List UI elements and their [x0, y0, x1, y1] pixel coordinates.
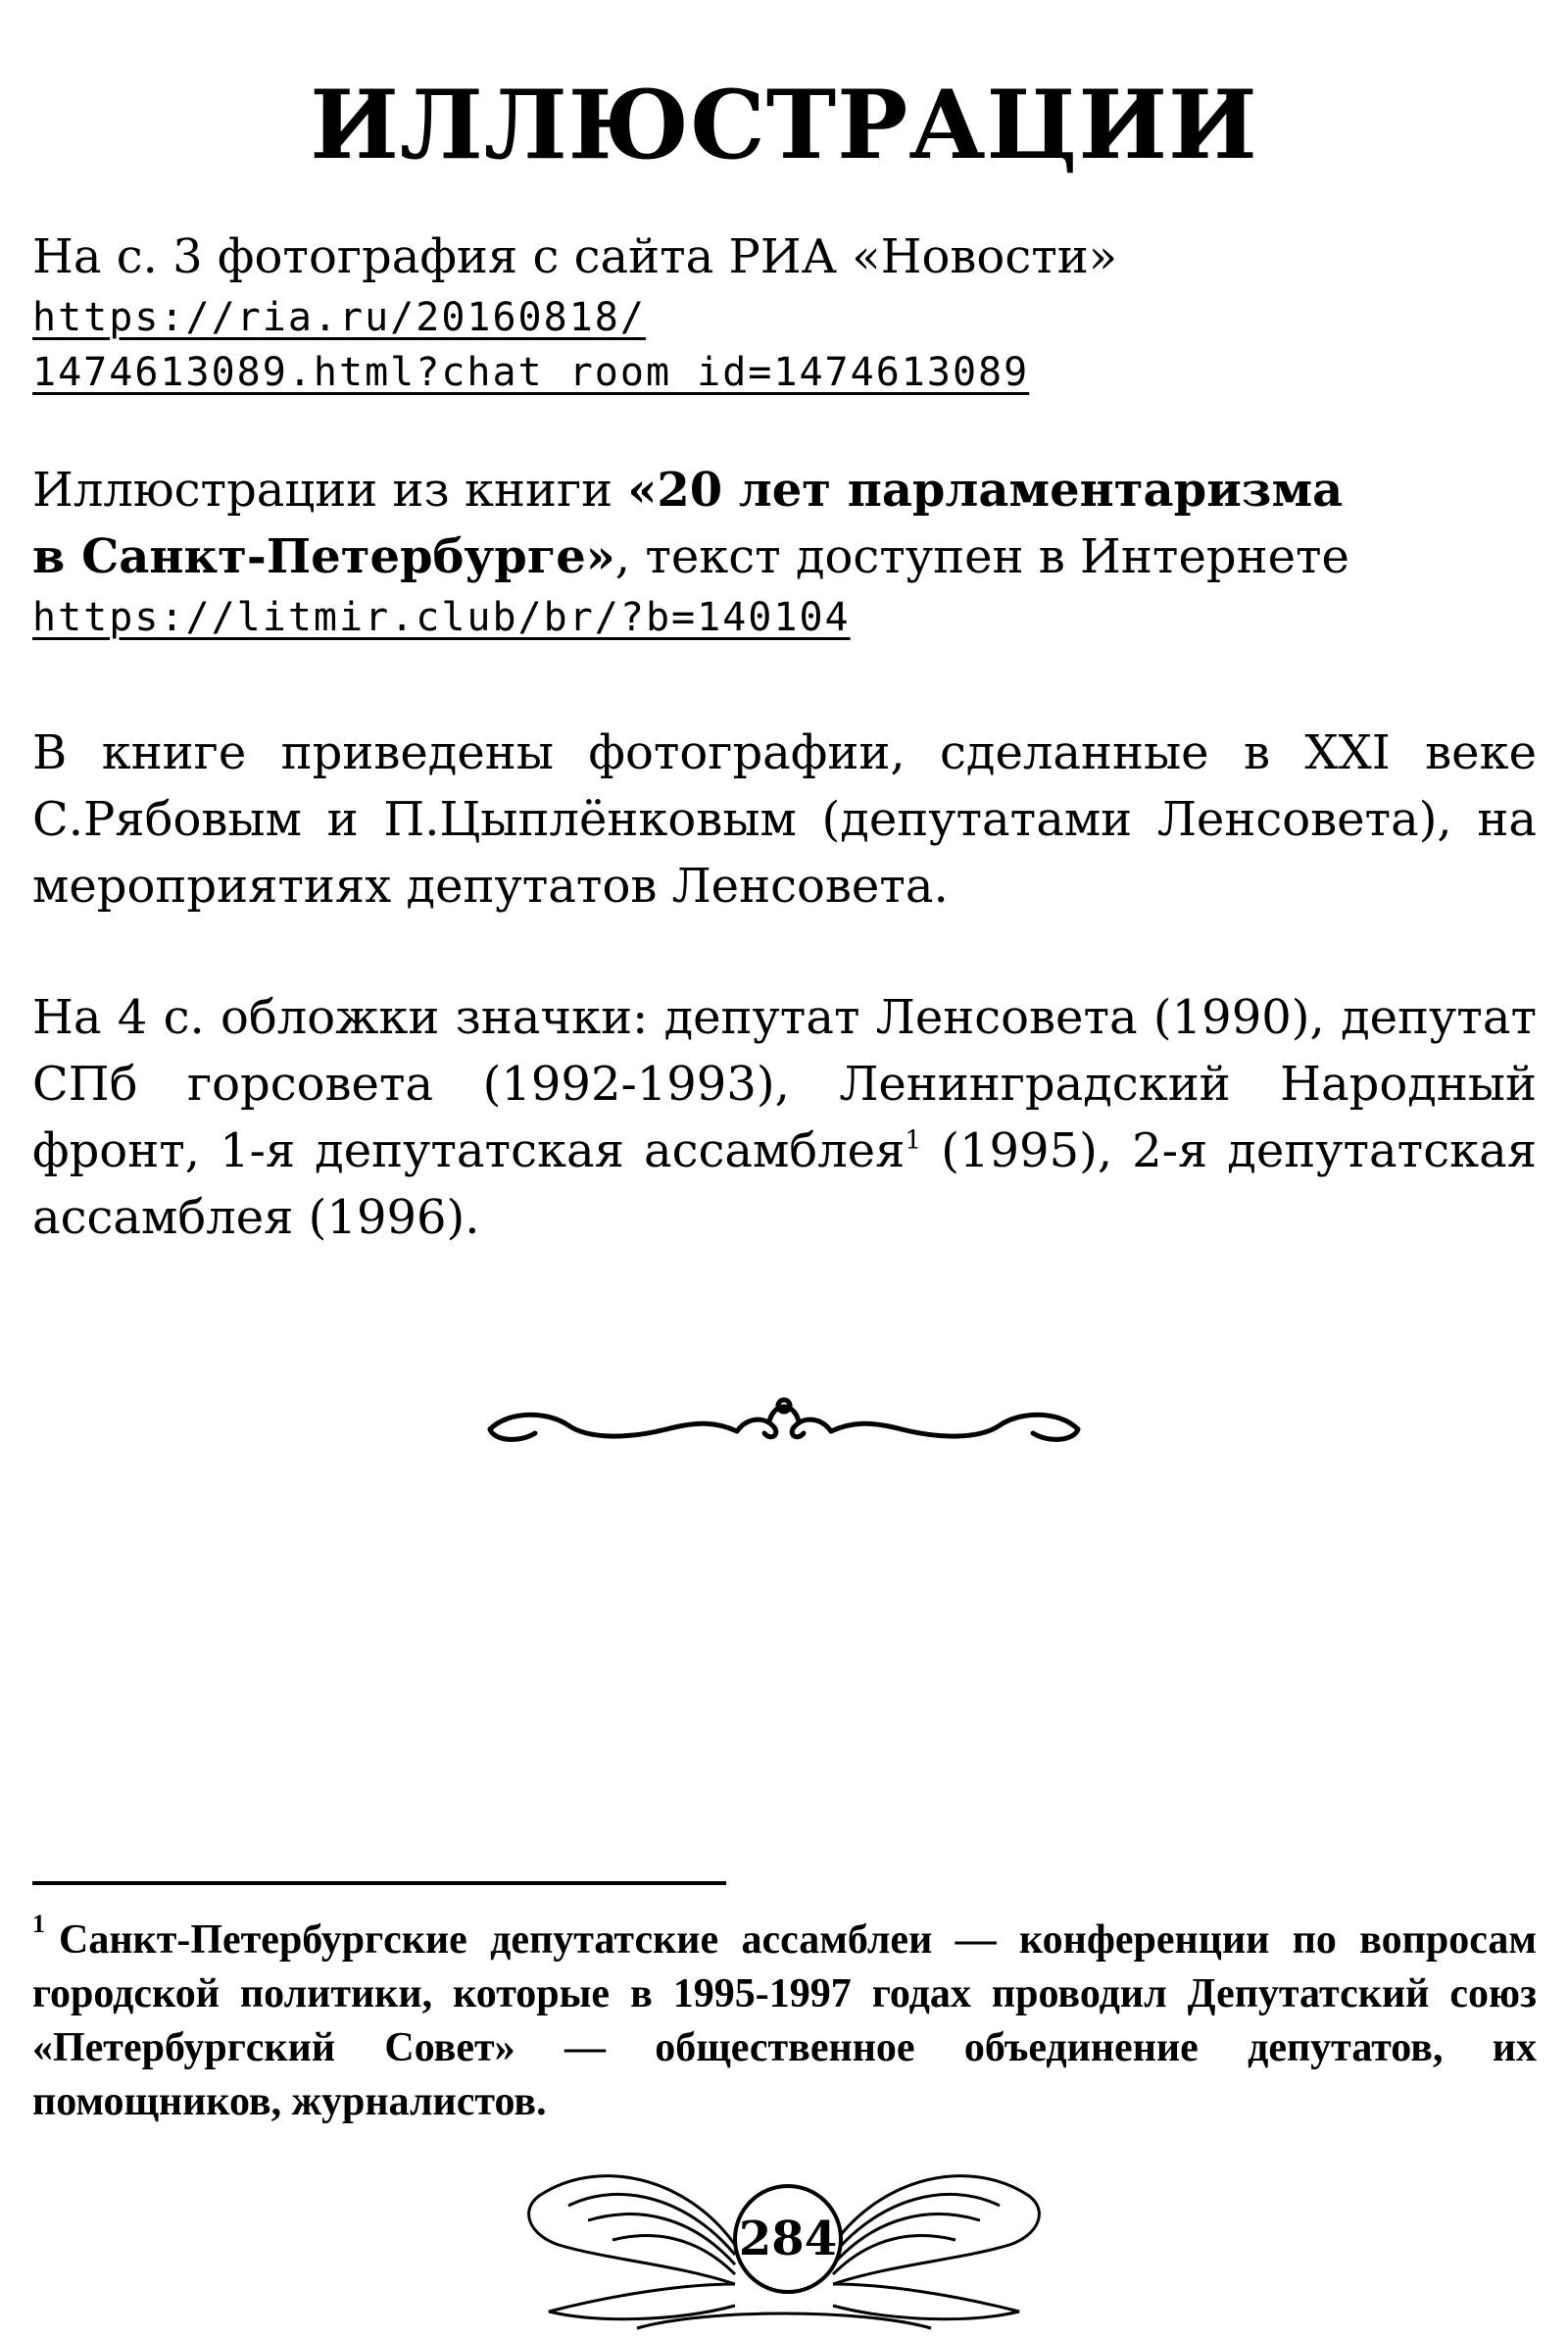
footnote-divider: [32, 1881, 726, 1885]
book-source-rest: , текст доступен в Интернете: [614, 529, 1349, 584]
ria-link-line2[interactable]: 1474613089.html?chat_room_id=1474613089: [32, 350, 1030, 395]
footnote-text: Санкт-Петербургские депутатские ассамблеи — конференции по вопросам городской политики, которые в 1995-1997 годах проводил Депутатский союз «Петербургский Совет» — общественное объединение депутатов, их помощников, журналистов.: [32, 1917, 1537, 2124]
flourish-ornament: [480, 1382, 1088, 1461]
litmir-link[interactable]: https://litmir.club/br/?b=140104: [32, 595, 851, 640]
footnote-reference[interactable]: 1: [905, 1124, 922, 1156]
book-source-lead: Иллюстрации из книги: [32, 463, 628, 518]
page-number: 284: [733, 2184, 843, 2294]
footnote-marker: 1: [32, 1910, 46, 1939]
paragraph-book-source: [32, 457, 1537, 645]
badges-text-after: (1995), 2-я депутатская ассамблея (1996).: [32, 1123, 1537, 1245]
book-title-line1: «20 лет парламентаризма: [627, 463, 1344, 518]
paragraph-photos: В книге приведены фотографии, сделанные в XXI веке С.Рябовым и П.Цыплёнковым (депутатами Ленсовета), на мероприятиях депутатов Ленсовета.: [32, 725, 1537, 914]
ria-source-text: На с. 3 фотография с сайта РИА «Новости»: [32, 229, 1118, 284]
ria-link-line1[interactable]: https://ria.ru/20160818/: [32, 295, 646, 340]
badges-text-before: На 4 с. обложки значки: депутат Ленсовета (1990), депутат СПб горсовета (1992-1993), Ленинградский Народный фронт, 1-я депутатская ассамблея: [32, 990, 1537, 1178]
paragraph-ria-source: [32, 224, 1537, 400]
page-title: ИЛЛЮСТРАЦИИ: [310, 70, 1258, 180]
book-title-line2: в Санкт-Петербурге»: [32, 529, 615, 584]
footnote: [32, 1910, 1537, 2129]
paragraph-badges: [32, 984, 1537, 1251]
